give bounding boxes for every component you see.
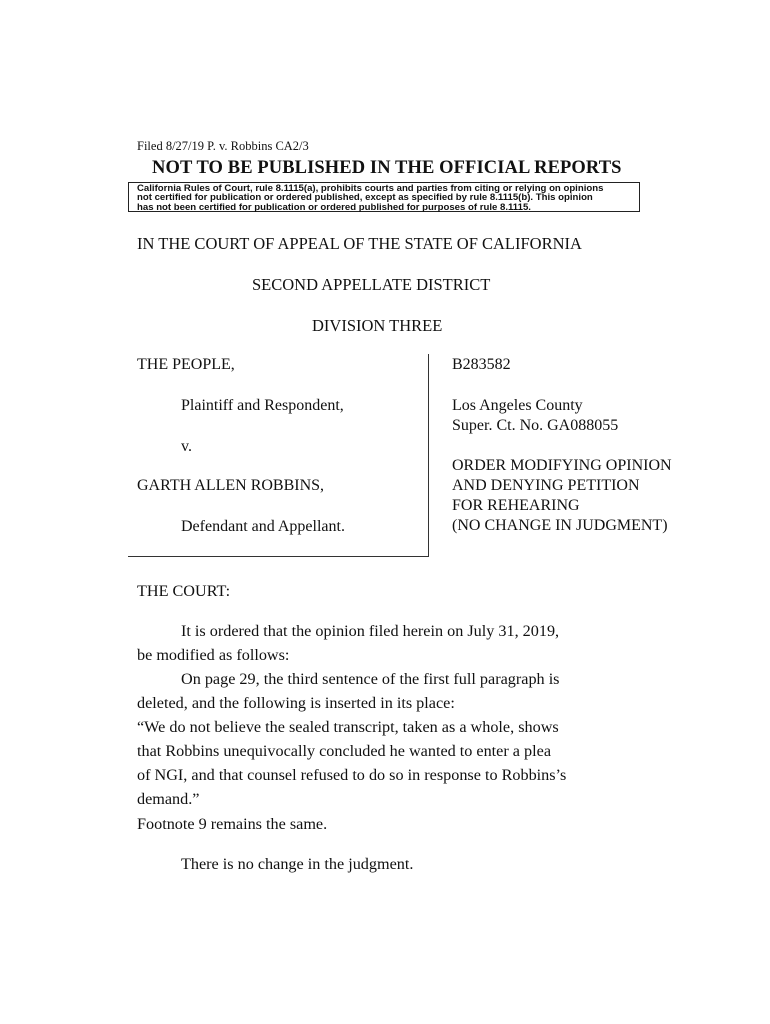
defendant-role: Defendant and Appellant. — [181, 518, 345, 535]
plaintiff-name: THE PEOPLE, — [137, 356, 235, 373]
appellate-district: SECOND APPELLATE DISTRICT — [252, 275, 491, 294]
court-name: IN THE COURT OF APPEAL OF THE STATE OF CALIFORNIA — [137, 234, 582, 253]
body-line: “We do not believe the sealed transcript, taken as a whole, shows — [137, 718, 559, 736]
caption-vertical-rule — [428, 354, 429, 557]
caption-horizontal-rule — [128, 556, 429, 557]
division: DIVISION THREE — [312, 316, 443, 335]
notice-line: not certified for publication or ordered published, except as specified by rule 8.1115(b). This opinion — [137, 192, 593, 204]
filed-line: Filed 8/27/19 P. v. Robbins CA2/3 — [137, 139, 309, 153]
rule-notice-box — [128, 182, 640, 212]
notice-line: California Rules of Court, rule 8.1115(a), prohibits courts and parties from citing or relying on opinions — [137, 183, 604, 194]
body-line: deleted, and the following is inserted in its place: — [137, 694, 455, 712]
order-title-line: FOR REHEARING — [452, 497, 580, 514]
notice-line: has not been certified for publication or ordered published for purposes of rule 8.1115. — [137, 201, 531, 213]
body-line: that Robbins unequivocally concluded he wanted to enter a plea — [137, 742, 551, 760]
body-line: Footnote 9 remains the same. — [137, 815, 328, 833]
order-title-line: AND DENYING PETITION — [452, 477, 640, 494]
order-title-line: ORDER MODIFYING OPINION — [452, 457, 672, 474]
body-line: demand.” — [137, 790, 200, 808]
plaintiff-role: Plaintiff and Respondent, — [181, 397, 344, 414]
salutation: THE COURT: — [137, 582, 231, 600]
body-line: It is ordered that the opinion filed herein on July 31, 2019, — [181, 622, 560, 640]
body-line: of NGI, and that counsel refused to do so in response to Robbins’s — [137, 766, 567, 784]
versus: v. — [181, 438, 192, 455]
body-line: On page 29, the third sentence of the first full paragraph is — [181, 670, 560, 688]
defendant-name: GARTH ALLEN ROBBINS, — [137, 477, 325, 494]
superior-court-number: Super. Ct. No. GA088055 — [452, 417, 619, 434]
order-title-line: (NO CHANGE IN JUDGMENT) — [452, 517, 668, 534]
case-number: B283582 — [452, 356, 511, 373]
county: Los Angeles County — [452, 397, 583, 414]
body-line: There is no change in the judgment. — [181, 855, 414, 873]
body-line: be modified as follows: — [137, 646, 290, 664]
publication-heading: NOT TO BE PUBLISHED IN THE OFFICIAL REPORTS — [152, 158, 622, 178]
